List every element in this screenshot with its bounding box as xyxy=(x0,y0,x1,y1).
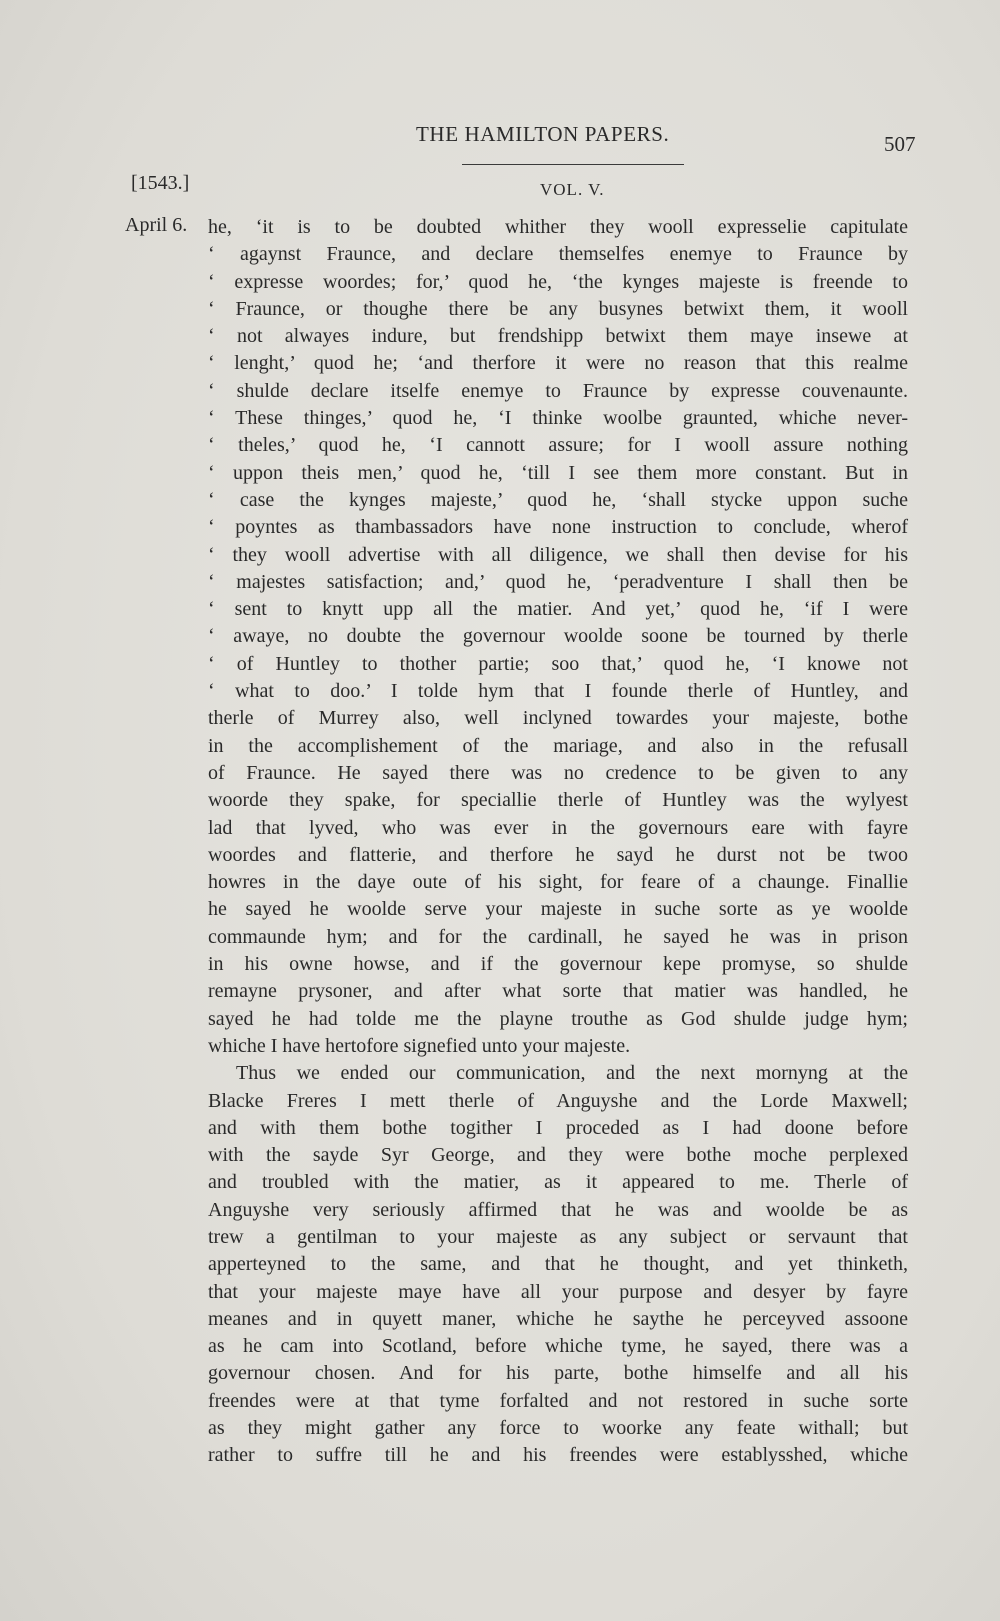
text-line: meanes and in quyett maner, whiche he saythe he perceyved assoone xyxy=(208,1307,908,1330)
margin-date: April 6. xyxy=(125,214,188,236)
text-line: ‘ sent to knytt upp all the matier. And yet,’ quod he, ‘if I were xyxy=(208,598,908,621)
text-line: trew a gentilman to your majeste as any subject or servaunt that xyxy=(208,1225,908,1248)
volume-label: VOL. V. xyxy=(540,180,605,199)
text-line: ‘ lenght,’ quod he; ‘and therfore it were no reason that this realme xyxy=(208,352,908,375)
year-marker: [1543.] xyxy=(131,172,190,194)
text-line: therle of Murrey also, well inclyned towardes your majeste, bothe xyxy=(208,707,908,730)
text-line: freendes were at that tyme forfalted and not restored in suche sorte xyxy=(208,1389,908,1412)
text-line: as he cam into Scotland, before whiche tyme, he sayed, there was a xyxy=(208,1335,908,1358)
text-line: as they might gather any force to woorke any feate withall; but xyxy=(208,1417,908,1440)
text-line: of Fraunce. He sayed there was no credence to be given to any xyxy=(208,761,908,784)
text-line: ‘ what to doo.’ I tolde hym that I founde therle of Huntley, and xyxy=(208,680,908,703)
text-line: Anguyshe very seriously affirmed that he was and woolde be as xyxy=(208,1198,908,1221)
text-line: woordes and flatterie, and therfore he sayd he durst not be twoo xyxy=(208,843,908,866)
text-line: ‘ Fraunce, or thoughe there be any busynes betwixt them, it wooll xyxy=(208,297,908,320)
text-line: rather to suffre till he and his freendes were establysshed, whiche xyxy=(208,1444,908,1467)
text-line: ‘ shulde declare itselfe enemye to Fraunce by expresse couvenaunte. xyxy=(208,379,908,402)
running-head xyxy=(0,122,1000,156)
text-line: apperteyned to the same, and that he thought, and yet thinketh, xyxy=(208,1253,908,1276)
text-line: he sayed he woolde serve your majeste in suche sorte as ye woolde xyxy=(208,898,908,921)
text-line: with the sayde Syr George, and they were bothe moche perplexed xyxy=(208,1144,908,1167)
text-line: ‘ they wooll advertise with all diligence, we shall then devise for his xyxy=(208,543,908,566)
text-line: governour chosen. And for his parte, bothe himselfe and all his xyxy=(208,1362,908,1385)
paragraph-end-line: whiche I have hertofore signefied unto your majeste. xyxy=(208,1034,631,1057)
text-line: and with them bothe togither I proceded as I had doone before xyxy=(208,1116,908,1139)
text-line: commaunde hym; and for the cardinall, he sayed he was in prison xyxy=(208,925,908,948)
text-line: ‘ of Huntley to thother partie; soo that,’ quod he, ‘I knowe not xyxy=(208,652,908,675)
text-line: ‘ agaynst Fraunce, and declare themselfes enemye to Fraunce by xyxy=(208,243,908,266)
text-line: woorde they spake, for speciallie therle of Huntley was the wylyest xyxy=(208,789,908,812)
body-text xyxy=(208,214,908,1470)
running-title: THE HAMILTON PAPERS. xyxy=(416,122,670,146)
text-line: ‘ expresse woordes; for,’ quod he, ‘the kynges majeste is freende to xyxy=(208,270,908,293)
header-rule xyxy=(462,164,684,165)
text-line: ‘ poyntes as thambassadors have none instruction to conclude, wherof xyxy=(208,516,908,539)
text-line: ‘ awaye, no doubte the governour woolde soone be tourned by therle xyxy=(208,625,908,648)
text-line: ‘ majestes satisfaction; and,’ quod he, ‘peradventure I shall then be xyxy=(208,570,908,593)
text-line: howres in the daye oute of his sight, for feare of a chaunge. Finallie xyxy=(208,871,908,894)
text-line: ‘ not alwayes indure, but frendshipp betwixt them maye insewe at xyxy=(208,325,908,348)
text-line: ‘ case the kynges majeste,’ quod he, ‘shall stycke uppon suche xyxy=(208,488,908,511)
text-line: ‘ uppon theis men,’ quod he, ‘till I see them more constant. But in xyxy=(208,461,908,484)
text-line: that your majeste maye have all your purpose and desyer by fayre xyxy=(208,1280,908,1303)
text-line: ‘ These thinges,’ quod he, ‘I thinke woolbe graunted, whiche never- xyxy=(208,407,908,430)
text-line: and troubled with the matier, as it appeared to me. Therle of xyxy=(208,1171,908,1194)
text-line: Blacke Freres I mett therle of Anguyshe and the Lorde Maxwell; xyxy=(208,1089,908,1112)
text-line: in his owne howse, and if the governour kepe promyse, so shulde xyxy=(208,953,908,976)
text-line: sayed he had tolde me the playne trouthe as God shulde judge hym; xyxy=(208,1007,908,1030)
text-line: ‘ theles,’ quod he, ‘I cannott assure; for I wooll assure nothing xyxy=(208,434,908,457)
text-line: remayne prysoner, and after what sorte that matier was handled, he xyxy=(208,980,908,1003)
text-line: lad that lyved, who was ever in the governours eare with fayre xyxy=(208,816,908,839)
text-line: he, ‘it is to be doubted whither they wooll expresselie capitulate xyxy=(208,216,908,238)
text-line: in the accomplishement of the mariage, and also in the refusall xyxy=(208,734,908,757)
paragraph-start-line: Thus we ended our communication, and the next mornyng at the xyxy=(236,1062,908,1085)
page-number: 507 xyxy=(884,132,916,156)
